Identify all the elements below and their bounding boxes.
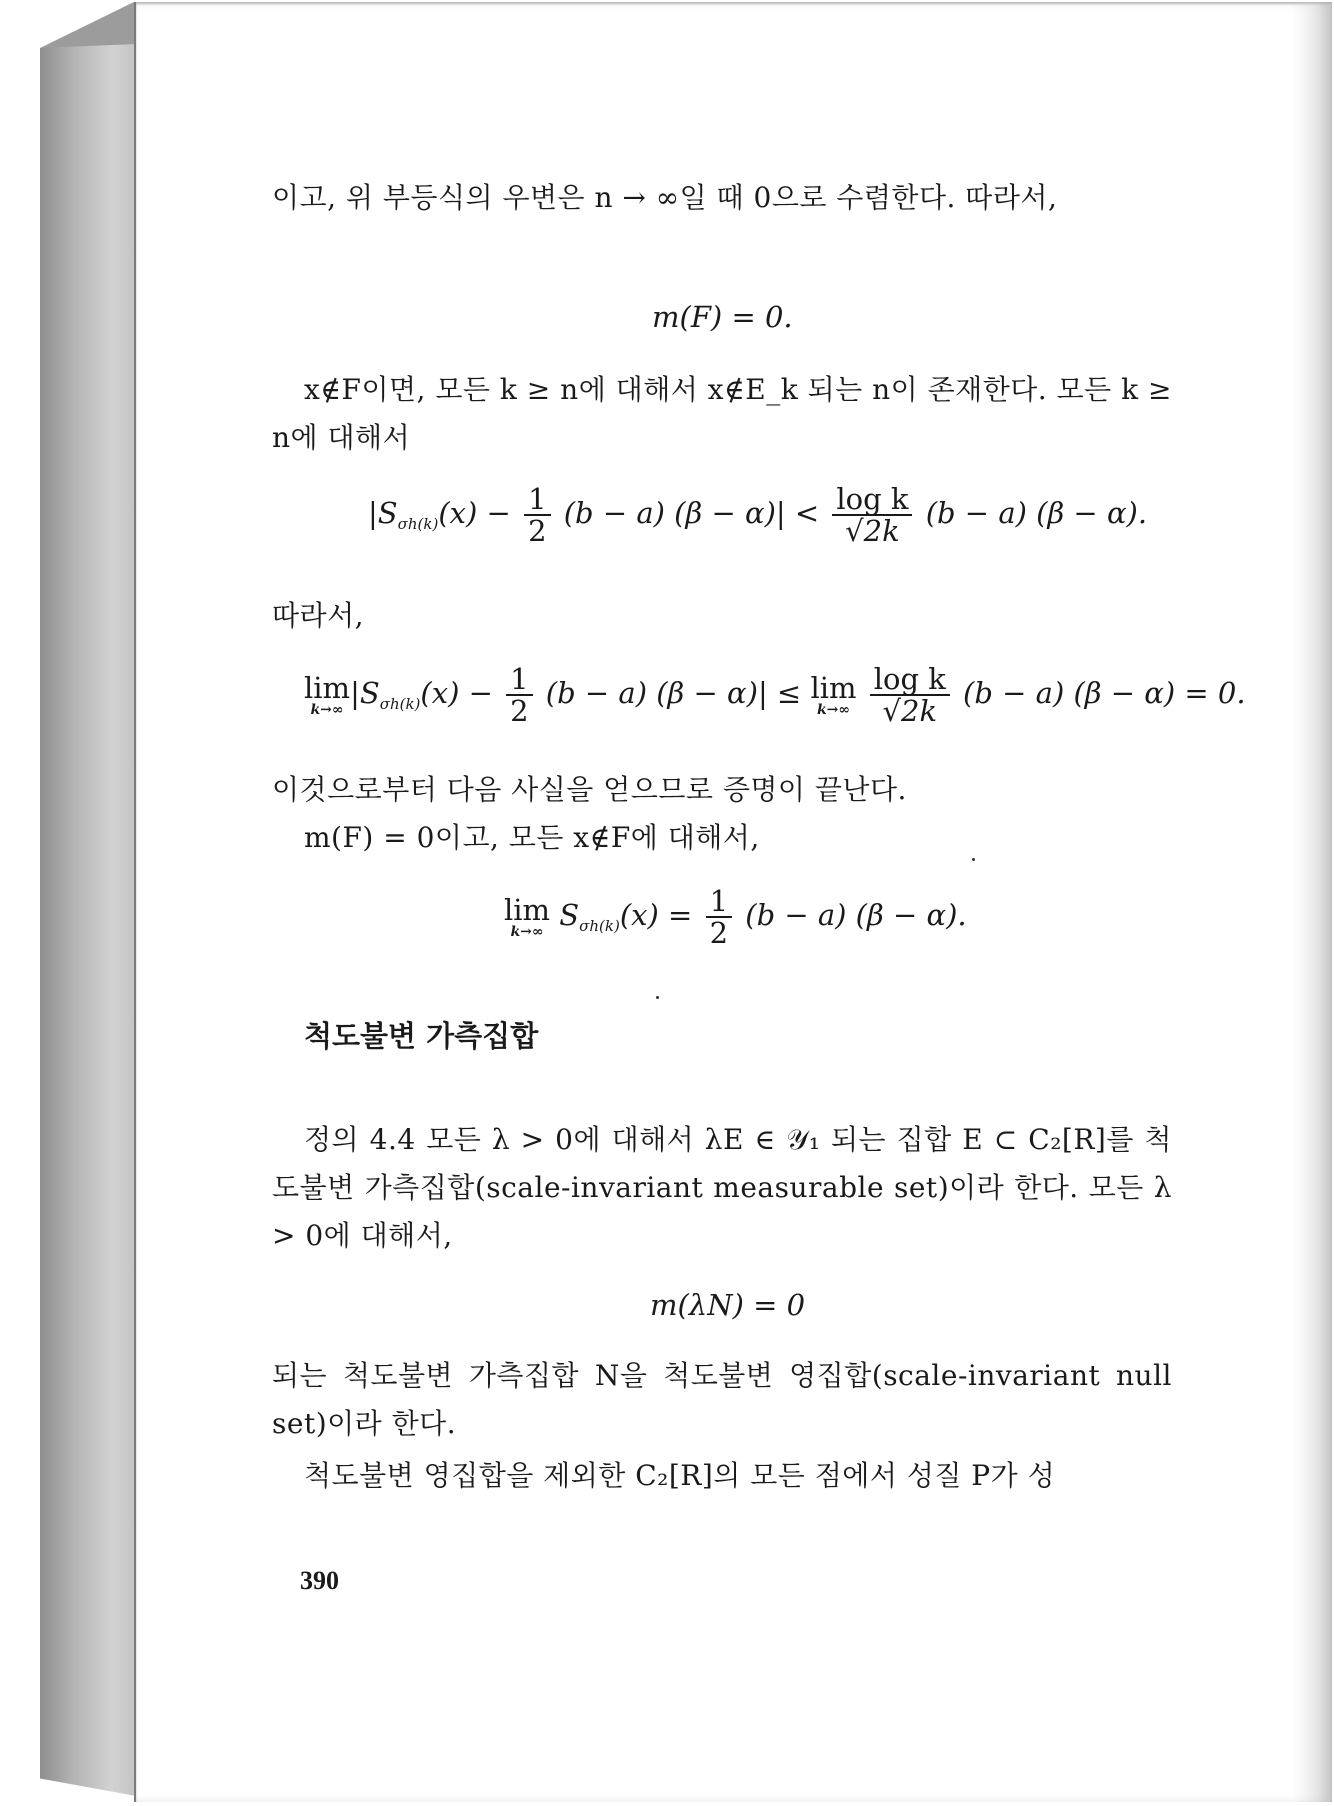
eq2-subscript: σh(k): [397, 515, 439, 533]
paragraph-2: x∉F이면, 모든 k ≥ n에 대해서 x∉E_k 되는 n이 존재한다. 모든 k ≥ n에 대해서: [272, 373, 1172, 454]
eq4-frac-den: 2: [709, 916, 729, 950]
eq3-left: |S: [350, 676, 380, 710]
book-top-edge: [40, 2, 136, 48]
paragraph-4: 이것으로부터 다음 사실을 얻으므로 증명이 끝난다.: [272, 773, 907, 806]
eq3-after-frac: (b − a) (β − α)| ≤: [545, 676, 802, 710]
equation-4: [504, 886, 967, 948]
eq4-left: S: [559, 898, 580, 932]
eq3-fraction-log: [870, 664, 950, 726]
eq2-fraction-half: [524, 484, 550, 546]
paragraph-7: 되는 척도불변 가측집합 N을 척도불변 영집합(scale-invariant null set)이라 한다.: [272, 1359, 1172, 1440]
equation-5: [650, 1288, 805, 1322]
paragraph-6: 정의 4.4 모든 λ > 0에 대해서 λE ∈ 𝒴₁ 되는 집합 E ⊂ C₂[R]를 척도불변 가측집합(scale-invariant measurable set)이라 한다. 모든 λ > 0에 대해서,: [272, 1123, 1172, 1252]
eq2-mid: (x) −: [438, 496, 511, 530]
book-spine: [40, 44, 136, 1796]
eq4-lim-word: lim: [504, 893, 551, 927]
eq4-tail: (b − a) (β − α).: [745, 898, 967, 932]
eq2-left: |S: [368, 496, 398, 530]
eq3-lim-sub: k→∞: [310, 702, 344, 718]
eq4-frac-num: 1: [706, 886, 732, 918]
eq2-fraction-log: [832, 484, 912, 546]
eq4-fraction-half: [706, 886, 732, 948]
eq4-mid: (x) =: [619, 898, 693, 932]
eq3-limit: [304, 673, 350, 717]
paragraph-3: 따라서,: [272, 599, 365, 632]
eq3-lim-word: lim: [304, 671, 351, 705]
eq2-frac-num: 1: [524, 484, 550, 516]
page-number: 390: [300, 1566, 339, 1595]
paragraph-5: m(F) = 0이고, 모든 x∉F에 대해서,: [304, 821, 760, 854]
equation-2: [368, 484, 1147, 546]
eq3-frac-num: 1: [506, 664, 532, 696]
eq3-frac-den: 2: [510, 694, 529, 728]
equation-5-text: m(λN) = 0: [650, 1288, 806, 1322]
eq3-lim2-word: lim: [810, 671, 857, 705]
eq4-limit: [504, 895, 550, 939]
paragraph-8: 척도불변 영집합을 제외한 C₂[R]의 모든 점에서 성질 P가 성: [304, 1459, 1056, 1492]
eq3-frac2-num: log k: [870, 664, 950, 696]
eq4-subscript: σh(k): [579, 917, 620, 935]
eq2-after-frac: (b − a) (β − α)| <: [563, 496, 820, 530]
section-heading: 척도불변 가측집합: [304, 1019, 539, 1053]
eq3-lim2-sub: k→∞: [816, 702, 851, 718]
eq2-frac-den: 2: [528, 514, 547, 548]
eq3-mid: (x) −: [420, 676, 493, 710]
eq4-lim-sub: k→∞: [510, 924, 544, 940]
eq3-limit-2: [810, 673, 856, 717]
eq2-frac2-den: √2k: [845, 514, 900, 548]
eq3-fraction-half: [506, 664, 532, 726]
print-speck-2: [656, 996, 659, 999]
eq3-subscript: σh(k): [379, 695, 421, 713]
equation-1-text: m(F) = 0.: [652, 300, 793, 334]
print-speck: [972, 858, 975, 861]
equation-3: [304, 664, 1246, 726]
equation-1: [652, 300, 793, 334]
page-shadow: [1292, 2, 1332, 1802]
eq3-frac2-den: √2k: [882, 694, 938, 728]
eq2-tail: (b − a) (β − α).: [925, 496, 1148, 530]
paragraph-1: 이고, 위 부등식의 우변은 n → ∞일 때 0으로 수렴한다. 따라서,: [272, 181, 1058, 214]
eq2-frac2-num: log k: [832, 484, 912, 516]
eq3-tail: (b − a) (β − α) = 0.: [963, 676, 1246, 710]
